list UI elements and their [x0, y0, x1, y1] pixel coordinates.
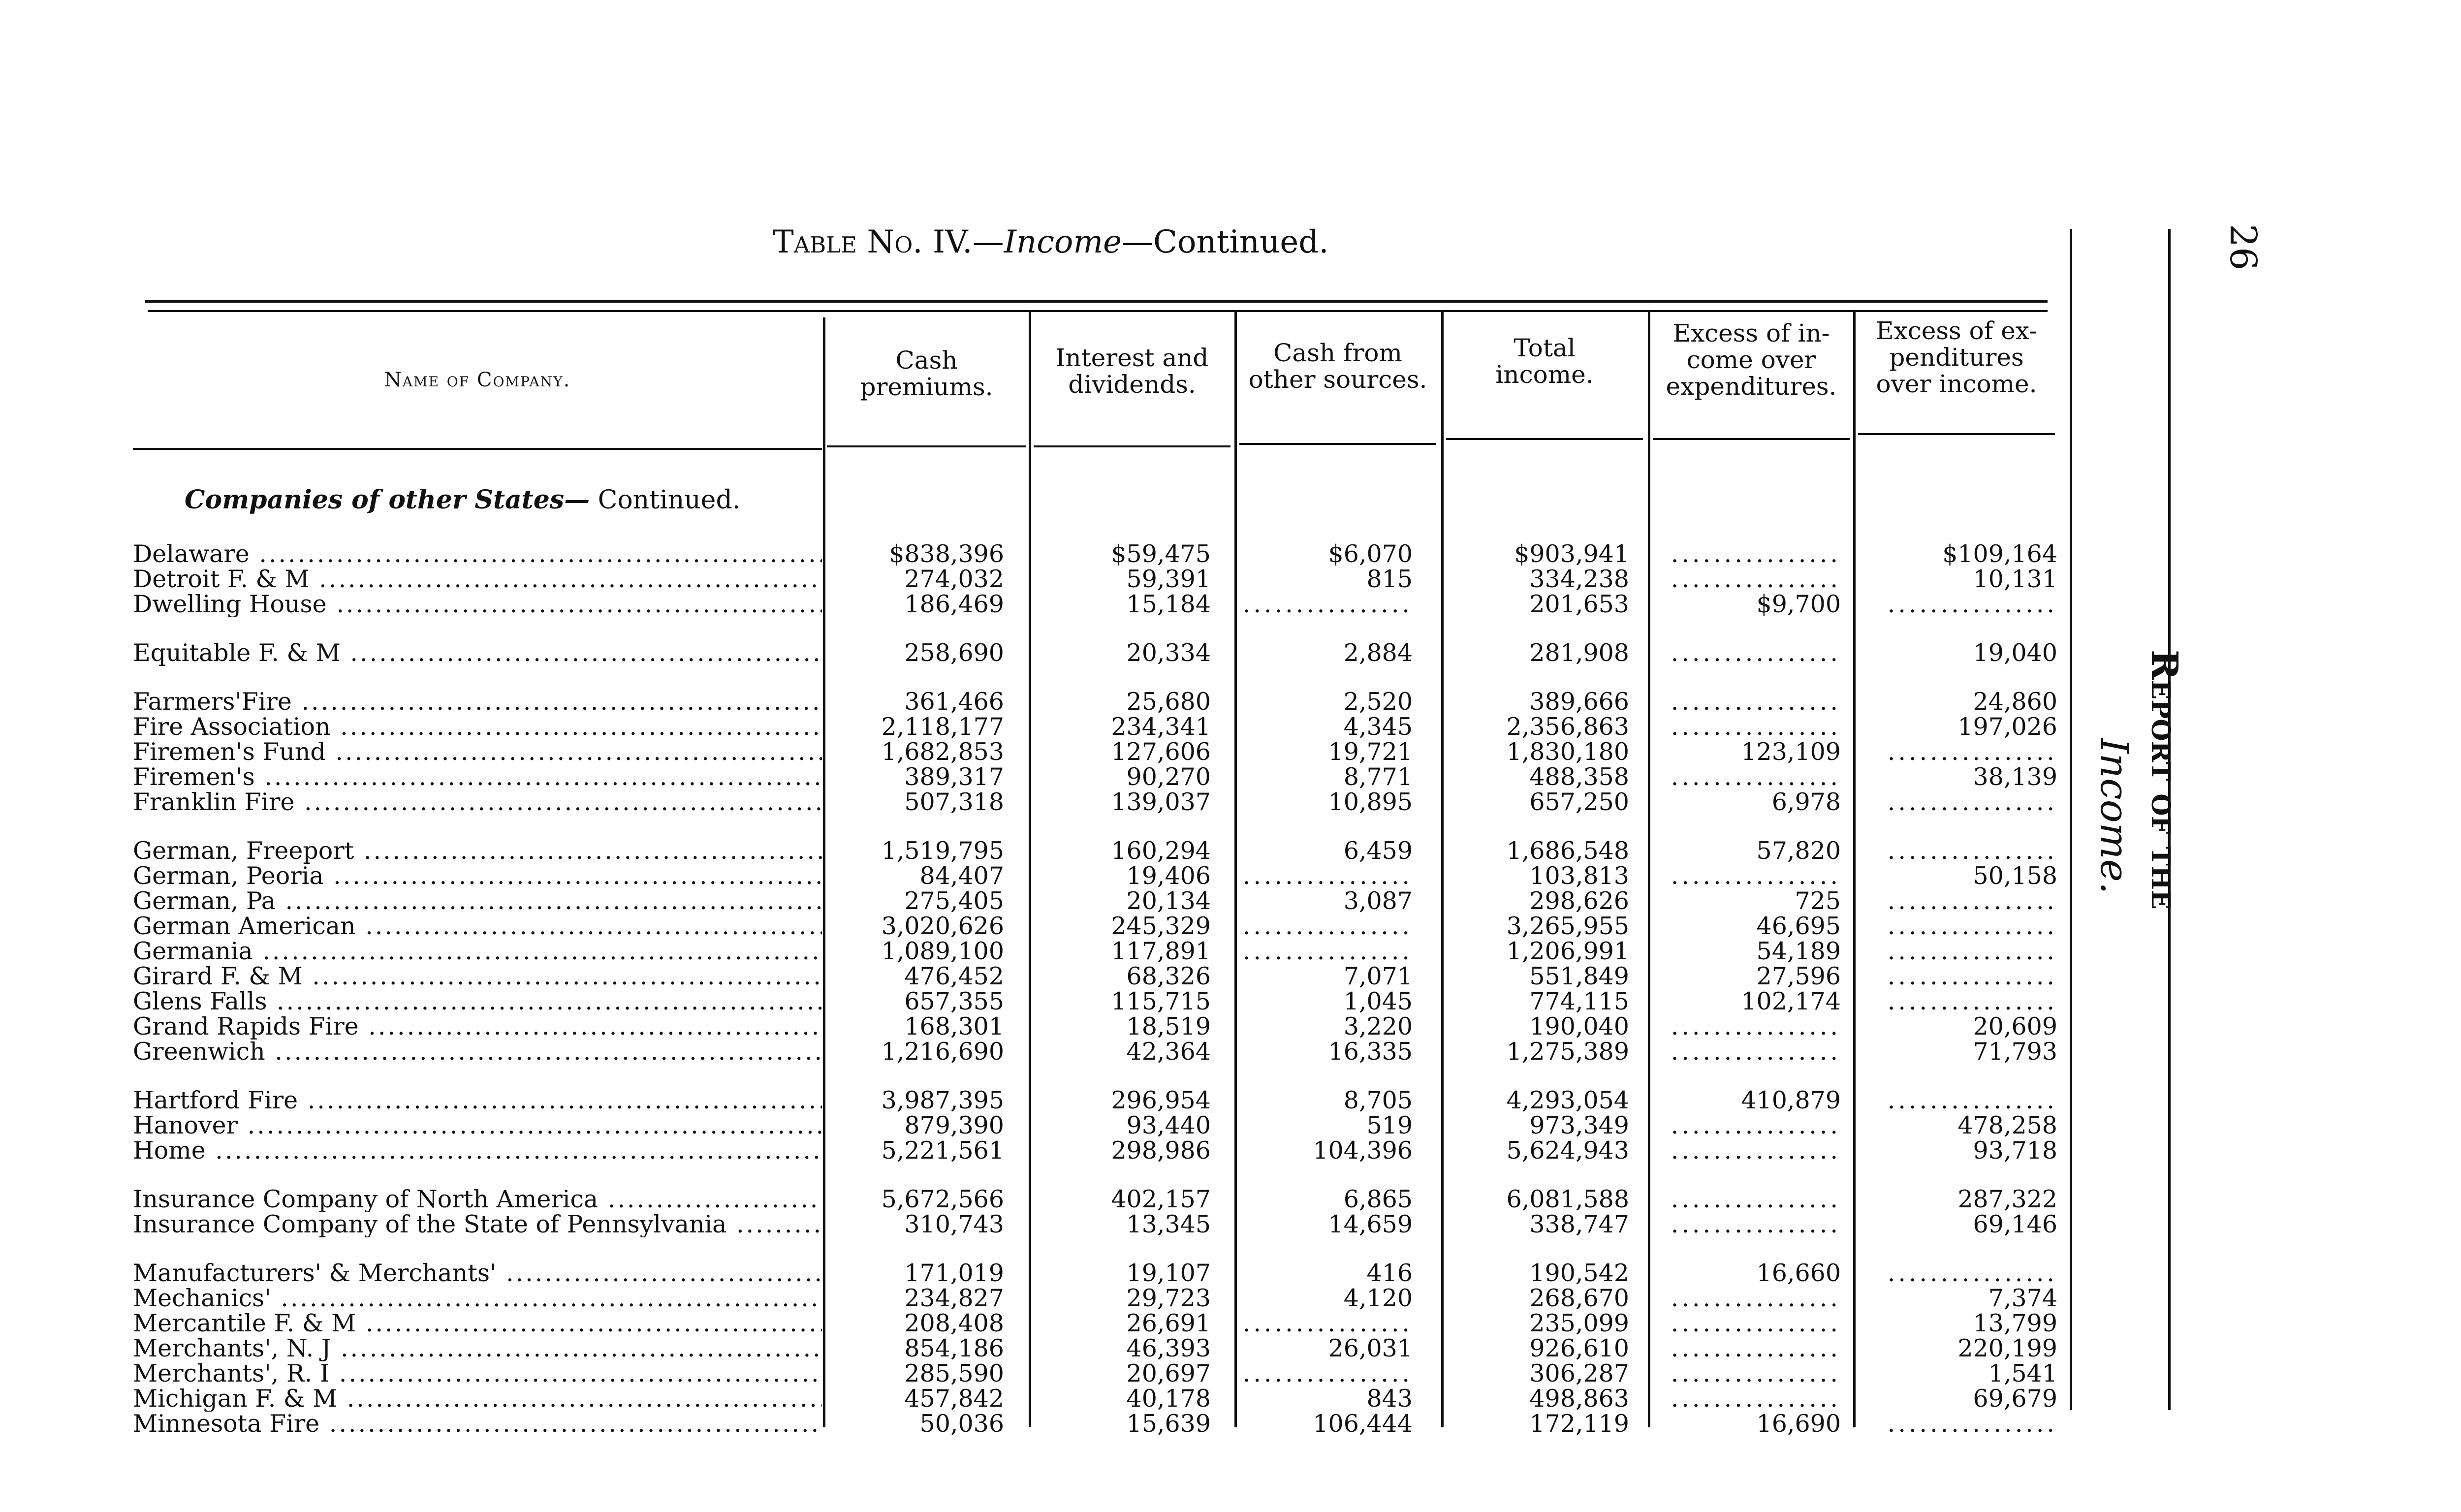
cell-empty-dots: ................: [1887, 987, 2057, 1015]
table-row: [0, 1386, 2067, 1412]
company-name: Germania .....: [133, 939, 822, 964]
company-name: Franklin Fire .....: [133, 789, 822, 815]
table-row: [0, 789, 2067, 815]
header-rule-c6: [1858, 433, 2055, 435]
cell-value: 201,653: [1529, 590, 1629, 618]
cell-empty-dots: ................: [1671, 540, 1841, 568]
cell-empty-dots: ................: [1671, 1385, 1841, 1413]
company-name: Firemen's Fund .....: [133, 739, 822, 765]
side-label-income: Income.: [2092, 738, 2136, 894]
cell-value: $903,941: [1514, 540, 1629, 568]
company-name: Dwelling House .....: [133, 592, 822, 617]
cell-value: 973,349: [1529, 1111, 1629, 1139]
cell-value: 8,705: [1343, 1086, 1413, 1114]
cell-value: 306,287: [1529, 1359, 1629, 1387]
cell-value: 3,987,395: [881, 1086, 1004, 1114]
cell-value: 19,107: [1126, 1259, 1211, 1287]
cell-value: 69,679: [1973, 1385, 2057, 1413]
cell-value: 42,364: [1126, 1038, 1211, 1066]
cell-value: 410,879: [1741, 1086, 1841, 1114]
cell-value: 115,715: [1111, 987, 1211, 1015]
cell-empty-dots: ................: [1671, 1210, 1841, 1238]
cell-value: 46,393: [1126, 1334, 1211, 1362]
cell-empty-dots: ................: [1887, 1410, 2057, 1438]
cell-value: 102,174: [1741, 987, 1841, 1015]
cell-value: 416: [1366, 1259, 1413, 1287]
cell-value: 361,466: [904, 688, 1004, 716]
cell-value: 20,334: [1126, 639, 1211, 667]
cell-value: 338,747: [1529, 1210, 1629, 1238]
cell-value: 274,032: [904, 565, 1004, 593]
cell-value: 287,322: [1957, 1185, 2057, 1213]
company-name: Equitable F. & M .....: [133, 640, 822, 666]
cell-empty-dots: ................: [1671, 862, 1841, 890]
cell-value: 50,158: [1973, 862, 2057, 890]
cell-value: 103,813: [1529, 862, 1629, 890]
cell-empty-dots: ................: [1242, 1359, 1413, 1387]
cell-value: 18,519: [1126, 1012, 1211, 1040]
cell-value: 281,908: [1529, 639, 1629, 667]
cell-value: 275,405: [904, 887, 1004, 915]
cell-value: 1,089,100: [881, 937, 1004, 965]
cell-value: 69,146: [1973, 1210, 2057, 1238]
cell-empty-dots: ................: [1887, 590, 2057, 618]
cell-value: 10,895: [1328, 788, 1413, 816]
cell-value: 139,037: [1111, 788, 1211, 816]
title-suffix: —Continued.: [1122, 224, 1329, 260]
cell-value: 46,695: [1756, 912, 1841, 940]
cell-value: 2,118,177: [881, 713, 1004, 741]
cell-value: $6,070: [1328, 540, 1413, 568]
cell-value: 15,639: [1126, 1410, 1211, 1438]
company-name: Girard F. & M .....: [133, 964, 822, 989]
page-number: 26: [2222, 224, 2264, 271]
cell-value: 26,691: [1126, 1309, 1211, 1337]
cell-empty-dots: ................: [1671, 565, 1841, 593]
cell-empty-dots: ................: [1671, 1359, 1841, 1387]
cell-empty-dots: ................: [1671, 1309, 1841, 1337]
cell-empty-dots: ................: [1671, 1284, 1841, 1312]
cell-empty-dots: ................: [1671, 688, 1841, 716]
cell-value: 13,799: [1973, 1309, 2057, 1337]
cell-empty-dots: ................: [1887, 738, 2057, 766]
cell-empty-dots: ................: [1242, 862, 1413, 890]
company-name: Michigan F. & M .....: [133, 1386, 822, 1412]
company-name: Delaware .....: [133, 541, 822, 567]
company-name: German American .....: [133, 914, 822, 939]
cell-value: 4,293,054: [1506, 1086, 1629, 1114]
cell-value: 478,258: [1957, 1111, 2057, 1139]
cell-empty-dots: ................: [1242, 590, 1413, 618]
header-cash-premiums: Cash premiums.: [860, 346, 993, 401]
cell-value: $59,475: [1111, 540, 1211, 568]
cell-empty-dots: ................: [1671, 1334, 1841, 1362]
cell-empty-dots: ................: [1887, 837, 2057, 865]
cell-value: 26,031: [1328, 1334, 1413, 1362]
cell-value: 8,771: [1343, 763, 1413, 791]
cell-value: 19,721: [1328, 738, 1413, 766]
table-row: [0, 1113, 2067, 1138]
cell-value: 926,610: [1529, 1334, 1629, 1362]
cell-value: 6,978: [1771, 788, 1841, 816]
cell-empty-dots: ................: [1242, 937, 1413, 965]
top-rule-2: [148, 310, 2048, 312]
cell-value: 235,099: [1529, 1309, 1629, 1337]
cell-value: 84,407: [919, 862, 1004, 890]
cell-value: 172,119: [1529, 1410, 1629, 1438]
header-rule-c1: [827, 445, 1026, 447]
cell-value: 168,301: [904, 1012, 1004, 1040]
company-name: Home .....: [133, 1138, 822, 1164]
table-row: [0, 1014, 2067, 1040]
company-name: Insurance Company of North America .....: [133, 1187, 822, 1212]
cell-value: 879,390: [904, 1111, 1004, 1139]
cell-value: 657,250: [1529, 788, 1629, 816]
cell-value: $109,164: [1942, 540, 2057, 568]
table-row: [0, 764, 2067, 790]
cell-value: 2,520: [1343, 688, 1413, 716]
cell-empty-dots: ................: [1671, 1136, 1841, 1165]
company-name: Firemen's .....: [133, 764, 822, 790]
cell-value: 1,519,795: [881, 837, 1004, 865]
cell-empty-dots: ................: [1671, 639, 1841, 667]
cell-value: 57,820: [1756, 837, 1841, 865]
table-row: [0, 1138, 2067, 1164]
table-row: [0, 1187, 2067, 1212]
company-name: Glens Falls .....: [133, 989, 822, 1014]
cell-value: 127,606: [1111, 738, 1211, 766]
cell-empty-dots: ................: [1671, 1012, 1841, 1040]
header-excess-expenditures: Excess of ex- penditures over income.: [1876, 316, 2037, 398]
cell-value: 402,157: [1111, 1185, 1211, 1213]
cell-empty-dots: ................: [1242, 912, 1413, 940]
cell-value: 3,265,955: [1506, 912, 1629, 940]
cell-value: 4,120: [1343, 1284, 1413, 1312]
cell-value: 389,317: [904, 763, 1004, 791]
cell-value: 774,115: [1529, 987, 1629, 1015]
cell-value: 1,216,690: [881, 1038, 1004, 1066]
cell-value: 25,680: [1126, 688, 1211, 716]
cell-value: 20,697: [1126, 1359, 1211, 1387]
cell-value: 197,026: [1957, 713, 2057, 741]
table-title: [773, 224, 1413, 260]
cell-value: 815: [1366, 565, 1413, 593]
header-excess-income: Excess of in- come over expenditures.: [1666, 319, 1837, 401]
cell-value: 4,345: [1343, 713, 1413, 741]
cell-empty-dots: ................: [1887, 788, 2057, 816]
table-row: [0, 1311, 2067, 1336]
cell-value: 657,355: [904, 987, 1004, 1015]
table-row: [0, 567, 2067, 592]
cell-value: 1,830,180: [1506, 738, 1629, 766]
cell-value: 20,134: [1126, 887, 1211, 915]
table-row: [0, 541, 2067, 567]
cell-value: 190,542: [1529, 1259, 1629, 1287]
cell-value: 14,659: [1328, 1210, 1413, 1238]
cell-value: 298,626: [1529, 887, 1629, 915]
top-rule-1: [145, 300, 2048, 303]
cell-value: 2,356,863: [1506, 713, 1629, 741]
cell-value: 16,335: [1328, 1038, 1413, 1066]
cell-value: 498,863: [1529, 1385, 1629, 1413]
cell-value: 71,793: [1973, 1038, 2057, 1066]
table-row: [0, 1088, 2067, 1113]
header-rule-c2: [1034, 445, 1230, 447]
cell-value: 1,206,991: [1506, 937, 1629, 965]
header-other-sources: Cash from other sources.: [1248, 339, 1427, 394]
table-row: [0, 739, 2067, 765]
company-name: Grand Rapids Fire .....: [133, 1014, 822, 1040]
cell-value: 389,666: [1529, 688, 1629, 716]
cell-value: 268,670: [1529, 1284, 1629, 1312]
cell-value: 725: [1795, 887, 1841, 915]
cell-empty-dots: ................: [1887, 1259, 2057, 1287]
cell-value: 6,081,588: [1506, 1185, 1629, 1213]
company-name: German, Freeport .....: [133, 838, 822, 864]
cell-value: 7,374: [1988, 1284, 2057, 1312]
page-border-right: [2070, 229, 2072, 1410]
cell-value: 2,884: [1343, 639, 1413, 667]
cell-value: 3,087: [1343, 887, 1413, 915]
section-label-suffix: Continued.: [590, 485, 741, 515]
table-row: [0, 592, 2067, 617]
cell-value: 3,020,626: [881, 912, 1004, 940]
cell-value: 507,318: [904, 788, 1004, 816]
cell-empty-dots: ................: [1671, 763, 1841, 791]
company-name: Mechanics' .....: [133, 1286, 822, 1311]
section-label: [185, 485, 740, 515]
cell-empty-dots: ................: [1671, 1111, 1841, 1139]
cell-value: 20,609: [1973, 1012, 2057, 1040]
cell-value: 117,891: [1111, 937, 1211, 965]
header-company-name: Name of Company.: [384, 369, 571, 391]
cell-value: 220,199: [1957, 1334, 2057, 1362]
company-name: Detroit F. & M .....: [133, 567, 822, 592]
table-row: [0, 1039, 2067, 1065]
company-name: Minnesota Fire .....: [133, 1411, 822, 1437]
cell-value: 29,723: [1126, 1284, 1211, 1312]
cell-value: 59,391: [1126, 565, 1211, 593]
cell-value: 5,624,943: [1506, 1136, 1629, 1165]
company-name: Hartford Fire .....: [133, 1088, 822, 1113]
cell-value: 6,459: [1343, 837, 1413, 865]
cell-value: 93,440: [1126, 1111, 1211, 1139]
table-row: [0, 1212, 2067, 1237]
table-row: [0, 914, 2067, 939]
company-name: Mercantile F. & M .....: [133, 1311, 822, 1336]
title-prefix: Table No. IV.—: [773, 224, 1004, 260]
company-name: Merchants', N. J .....: [133, 1336, 822, 1361]
table-row: [0, 1336, 2067, 1361]
cell-value: 160,294: [1111, 837, 1211, 865]
cell-value: 3,220: [1343, 1012, 1413, 1040]
company-name: Fire Association .....: [133, 714, 822, 740]
table-row: [0, 1411, 2067, 1437]
cell-value: 476,452: [904, 962, 1004, 990]
cell-value: 171,019: [904, 1259, 1004, 1287]
header-interest-dividends: Interest and dividends.: [1055, 344, 1209, 399]
cell-value: 1,541: [1988, 1359, 2057, 1387]
header-rule-c5: [1653, 438, 1850, 440]
cell-value: 10,131: [1973, 565, 2057, 593]
cell-value: 843: [1366, 1385, 1413, 1413]
cell-value: 285,590: [904, 1359, 1004, 1387]
cell-value: 90,270: [1126, 763, 1211, 791]
cell-value: 854,186: [904, 1334, 1004, 1362]
table-row: [0, 838, 2067, 864]
cell-value: 27,596: [1756, 962, 1841, 990]
cell-value: 19,040: [1973, 639, 2057, 667]
cell-value: 68,326: [1126, 962, 1211, 990]
cell-value: 93,718: [1973, 1136, 2057, 1165]
cell-value: 54,189: [1756, 937, 1841, 965]
cell-empty-dots: ................: [1887, 912, 2057, 940]
cell-value: 245,329: [1111, 912, 1211, 940]
cell-value: $838,396: [889, 540, 1004, 568]
cell-value: 234,827: [904, 1284, 1004, 1312]
cell-value: 1,686,548: [1506, 837, 1629, 865]
cell-value: 551,849: [1529, 962, 1629, 990]
cell-empty-dots: ................: [1887, 962, 2057, 990]
table-row: [0, 989, 2067, 1014]
cell-value: 6,865: [1343, 1185, 1413, 1213]
cell-empty-dots: ................: [1671, 713, 1841, 741]
cell-value: 298,986: [1111, 1136, 1211, 1165]
cell-value: 123,109: [1741, 738, 1841, 766]
table-row: [0, 888, 2067, 914]
cell-value: 457,842: [904, 1385, 1004, 1413]
company-name: German, Pa .....: [133, 888, 822, 914]
cell-value: 50,036: [919, 1410, 1004, 1438]
cell-value: 310,743: [904, 1210, 1004, 1238]
cell-value: 186,469: [904, 590, 1004, 618]
cell-value: 16,660: [1756, 1259, 1841, 1287]
cell-value: 1,682,853: [881, 738, 1004, 766]
cell-value: 296,954: [1111, 1086, 1211, 1114]
cell-value: 7,071: [1343, 962, 1413, 990]
header-rule-c3: [1239, 443, 1436, 445]
cell-value: 1,275,389: [1506, 1038, 1629, 1066]
cell-value: 13,345: [1126, 1210, 1211, 1238]
table-row: [0, 640, 2067, 666]
cell-value: 5,672,566: [881, 1185, 1004, 1213]
cell-value: 106,444: [1313, 1410, 1413, 1438]
cell-value: 19,406: [1126, 862, 1211, 890]
company-name: Manufacturers' & Merchants' .....: [133, 1260, 822, 1286]
cell-value: 234,341: [1111, 713, 1211, 741]
company-name: Greenwich .....: [133, 1039, 822, 1065]
cell-value: 1,045: [1343, 987, 1413, 1015]
cell-empty-dots: ................: [1671, 1185, 1841, 1213]
table-row: [0, 714, 2067, 740]
table-row: [0, 939, 2067, 964]
header-rule: [133, 448, 822, 450]
section-label-text: Companies of other States—: [185, 485, 590, 515]
cell-empty-dots: ................: [1242, 1309, 1413, 1337]
cell-value: 334,238: [1529, 565, 1629, 593]
company-name: Merchants', R. I .....: [133, 1361, 822, 1386]
cell-value: 190,040: [1529, 1012, 1629, 1040]
company-name: Insurance Company of the State of Pennsylvania .....: [133, 1212, 822, 1237]
cell-value: 208,408: [904, 1309, 1004, 1337]
running-head: Report of the: [2143, 650, 2185, 910]
cell-value: 258,690: [904, 639, 1004, 667]
table-row: [0, 689, 2067, 715]
table-row: [0, 863, 2067, 889]
company-name: Hanover .....: [133, 1113, 822, 1138]
table-row: [0, 1260, 2067, 1286]
cell-value: 16,690: [1756, 1410, 1841, 1438]
cell-value: 104,396: [1313, 1136, 1413, 1165]
cell-value: 38,139: [1973, 763, 2057, 791]
cell-value: 40,178: [1126, 1385, 1211, 1413]
table-row: [0, 1286, 2067, 1311]
cell-value: $9,700: [1756, 590, 1841, 618]
title-italic: Income: [1004, 224, 1122, 260]
company-name: German, Peoria .....: [133, 863, 822, 889]
cell-value: 15,184: [1126, 590, 1211, 618]
cell-empty-dots: ................: [1671, 1038, 1841, 1066]
company-name: Farmers'Fire .....: [133, 689, 822, 715]
cell-value: 488,358: [1529, 763, 1629, 791]
header-total-income: Total income.: [1495, 334, 1594, 389]
cell-value: 5,221,561: [881, 1136, 1004, 1165]
cell-empty-dots: ................: [1887, 937, 2057, 965]
cell-value: 24,860: [1973, 688, 2057, 716]
cell-value: 519: [1366, 1111, 1413, 1139]
cell-empty-dots: ................: [1887, 887, 2057, 915]
table-row: [0, 964, 2067, 989]
header-rule-c4: [1446, 438, 1643, 440]
cell-empty-dots: ................: [1887, 1086, 2057, 1114]
table-row: [0, 1361, 2067, 1386]
